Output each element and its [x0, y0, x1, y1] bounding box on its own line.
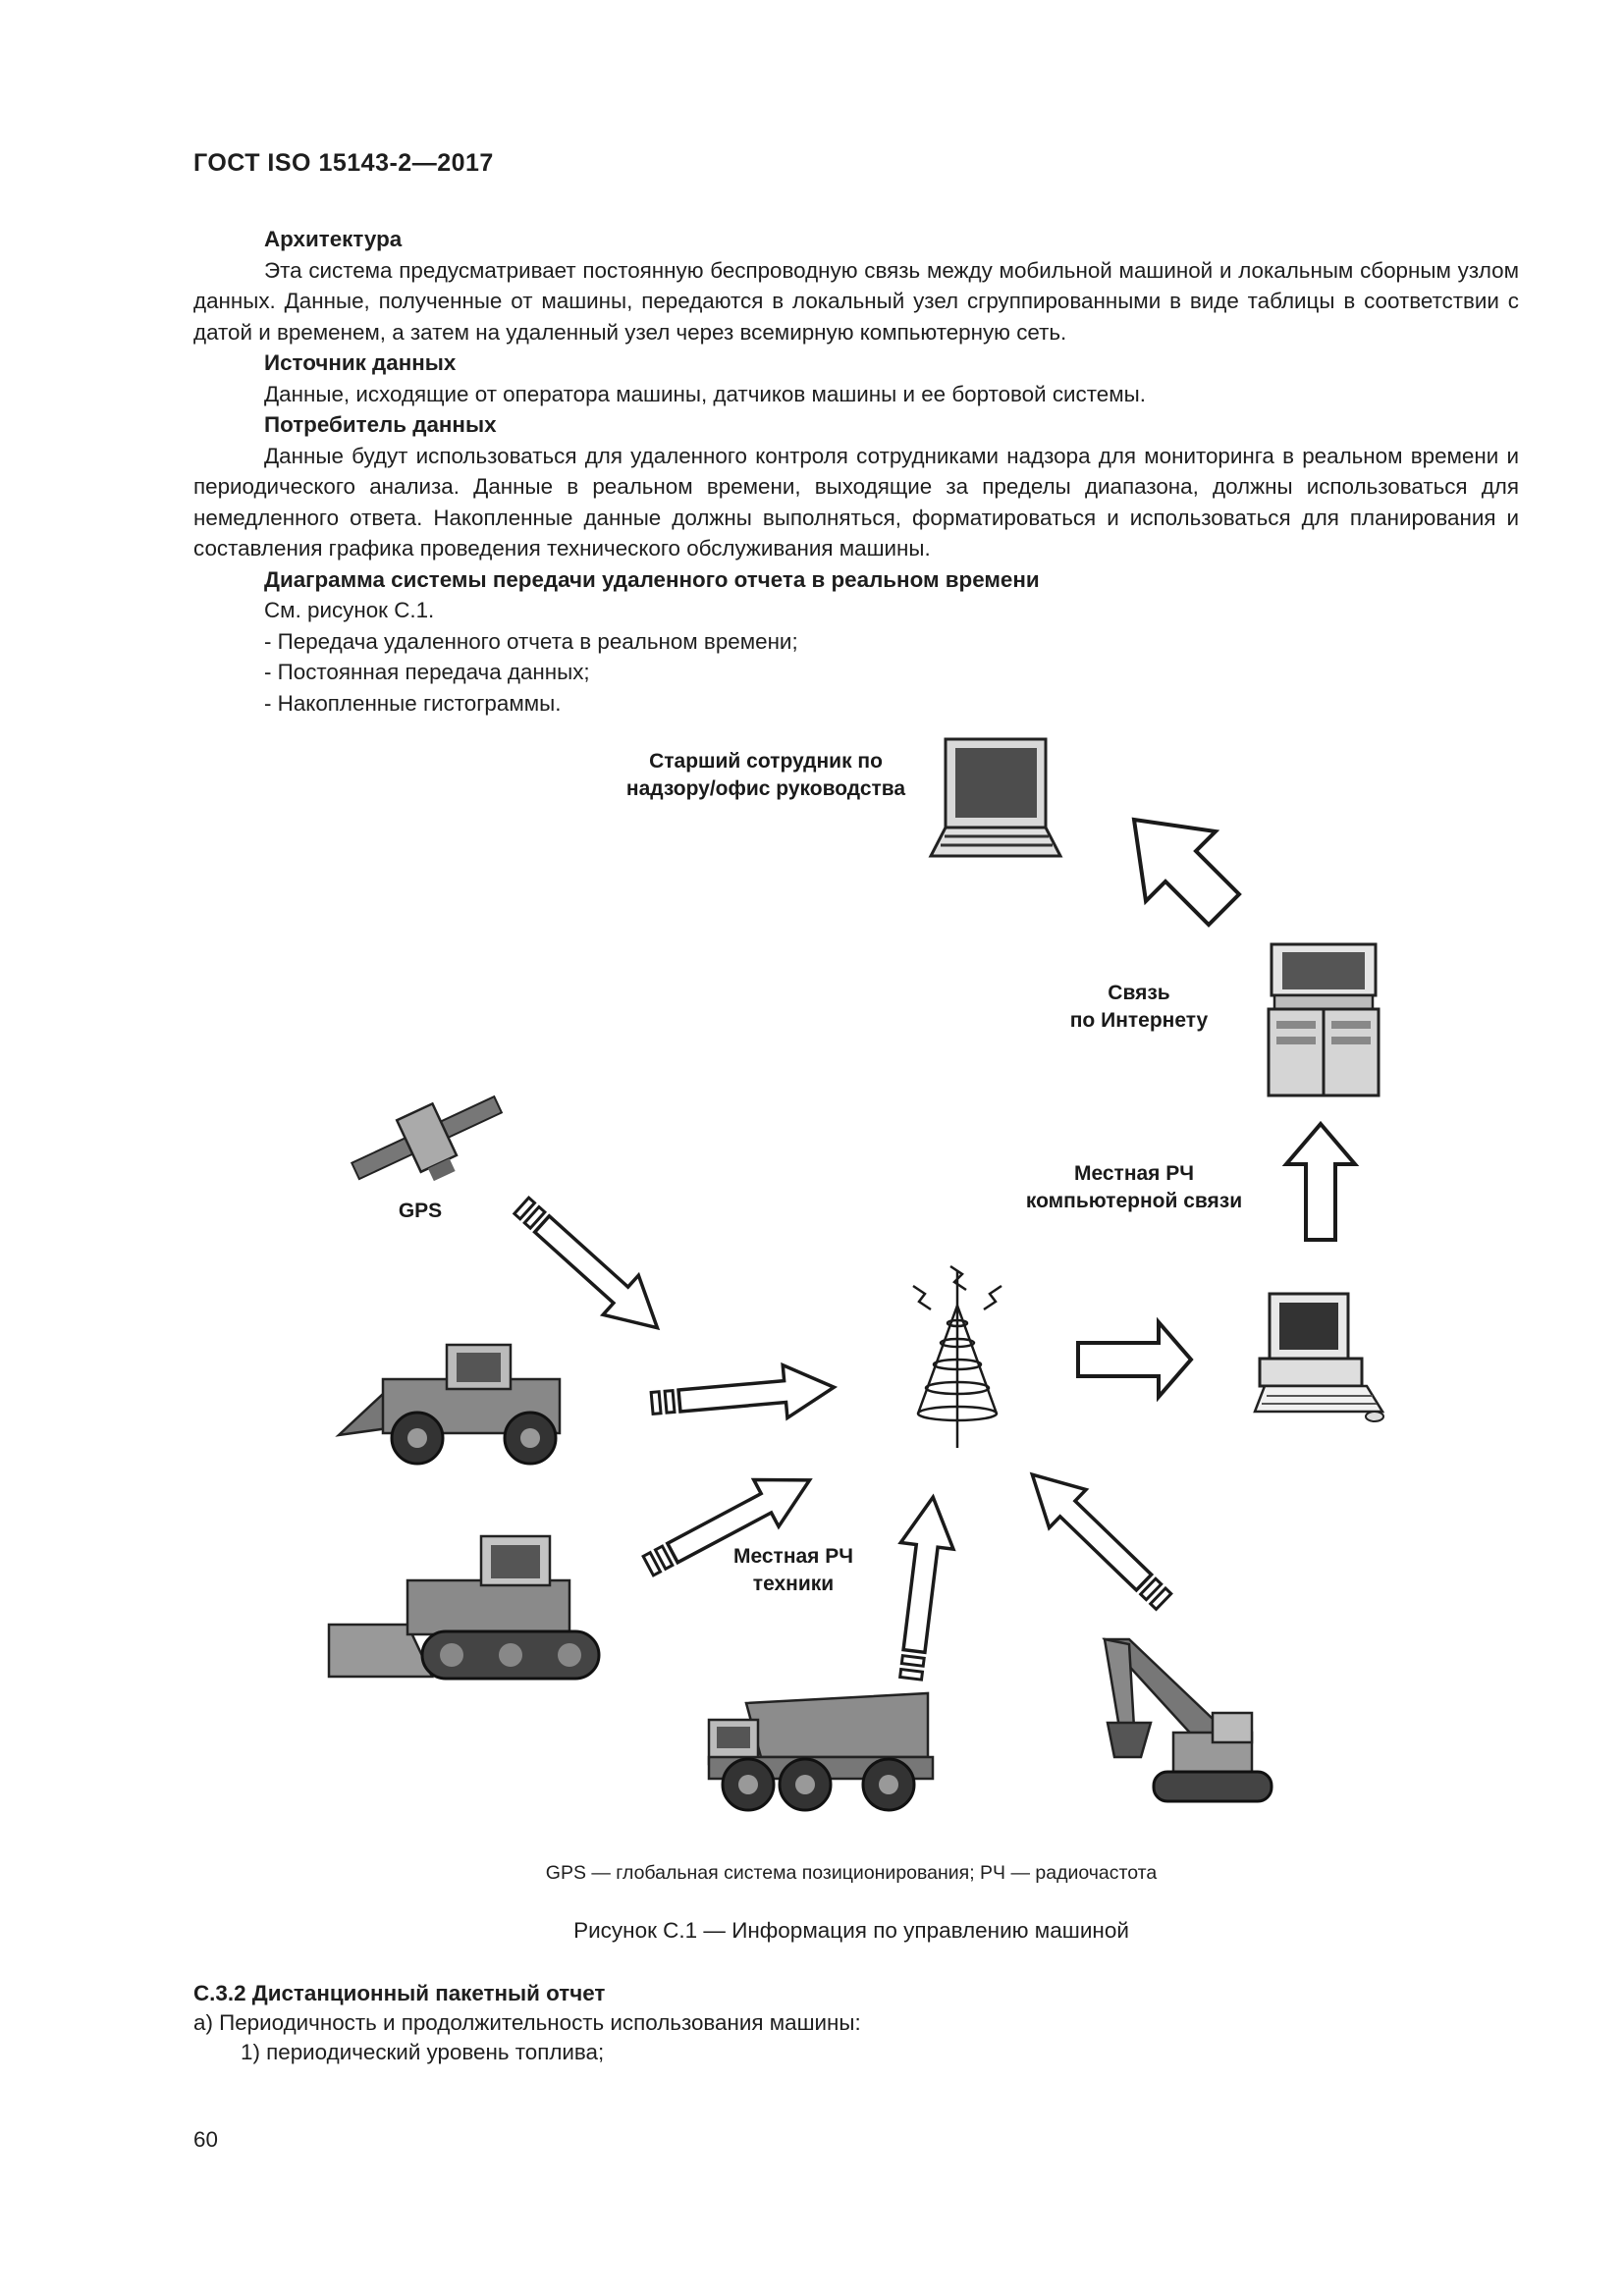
server-computer-icon — [1269, 944, 1379, 1095]
heading-architecture: Архитектура — [264, 227, 403, 251]
list-item-a: а) Периодичность и продолжительность использования машины: — [193, 2010, 861, 2035]
see-figure: См. рисунок С.1. — [264, 598, 435, 622]
laptop-icon — [931, 739, 1060, 856]
figure-c1-diagram — [0, 717, 1624, 1875]
heading-data-source: Источник данных — [264, 350, 457, 375]
arrow-truck-icon — [885, 1494, 959, 1682]
bullet-item: - Накопленные гистограммы. — [264, 690, 562, 716]
heading-data-consumer: Потребитель данных — [264, 412, 497, 437]
internet-label-line2: по Интернету — [1069, 1009, 1209, 1032]
section-title: С.3.2 Дистанционный пакетный отчет — [193, 1981, 606, 2005]
paragraph-data-source: Данные, исходящие от оператора машины, датчиков машины и ее бортовой системы. — [264, 381, 1146, 406]
bulldozer-icon — [329, 1536, 599, 1679]
excavator-icon — [1105, 1639, 1272, 1801]
section-c32 — [193, 1979, 861, 2067]
antenna-tower-icon — [913, 1266, 1001, 1448]
list-item-1: 1) периодический уровень топлива; — [241, 2040, 605, 2064]
rf-machine-label-line1: Местная РЧ — [732, 1545, 854, 1568]
figure-note: GPS — глобальная система позиционирования; РЧ — радиочастота — [545, 1862, 1158, 1884]
internet-label-line1: Связь — [1108, 982, 1170, 1004]
rf-computer-label-line1: Местная РЧ — [1073, 1162, 1195, 1185]
wheel-loader-icon — [339, 1345, 560, 1464]
gps-label: GPS — [398, 1200, 443, 1222]
dump-truck-icon — [709, 1693, 933, 1810]
rf-machine-label-line2: техники — [752, 1573, 835, 1595]
bullet-item: - Передача удаленного отчета в реальном времени; — [264, 628, 798, 654]
document-header: ГОСТ ISO 15143-2—2017 — [193, 149, 494, 177]
desktop-computer-icon — [1255, 1294, 1383, 1421]
figure-caption: Рисунок С.1 — Информация по управлению машиной — [573, 1918, 1129, 1943]
office-label-line2: надзору/офис руководства — [625, 777, 906, 800]
arrow-to-desktop-icon — [1078, 1322, 1191, 1397]
heading-diagram: Диаграмма системы передачи удаленного отчета в реальном времени — [264, 566, 1040, 592]
paragraph-data-consumer: Данные будут использоваться для удаленного контроля сотрудниками надзора для мониторинга в реальном времени и периодического анализа. Данные в реальном времени, выходящие за пределы диапазона, должны использоваться для немедленного ответа. Накопленные данные должны выполняться, форматироваться и использоваться для планирования и составления графика проведения технического обслуживания машины. — [193, 443, 1519, 561]
paragraph-architecture: Эта система предусматривает постоянную беспроводную связь между мобильной машиной и локальным сборным узлом данных. Данные, полученные от машины, передаются в локальный узел сгруппированными в виде таблицы в соответствии с датой и временем, а затем на удаленный узел через всемирную компьютерную сеть. — [193, 257, 1519, 345]
page-number: 60 — [193, 2127, 218, 2152]
office-label-line1: Старший сотрудник по — [649, 750, 883, 773]
arrow-to-server-icon — [1286, 1124, 1355, 1240]
bullet-item: - Постоянная передача данных; — [264, 660, 590, 684]
arrow-loader-icon — [650, 1361, 837, 1429]
satellite-icon — [344, 1079, 515, 1209]
body-text — [193, 224, 1519, 719]
arrow-gps-icon — [504, 1186, 675, 1348]
arrow-to-office-icon — [1134, 820, 1239, 925]
arrow-excavator-icon — [1014, 1456, 1182, 1621]
arrow-dozer-icon — [636, 1457, 823, 1589]
rf-computer-label-line2: компьютерной связи — [1025, 1190, 1243, 1212]
